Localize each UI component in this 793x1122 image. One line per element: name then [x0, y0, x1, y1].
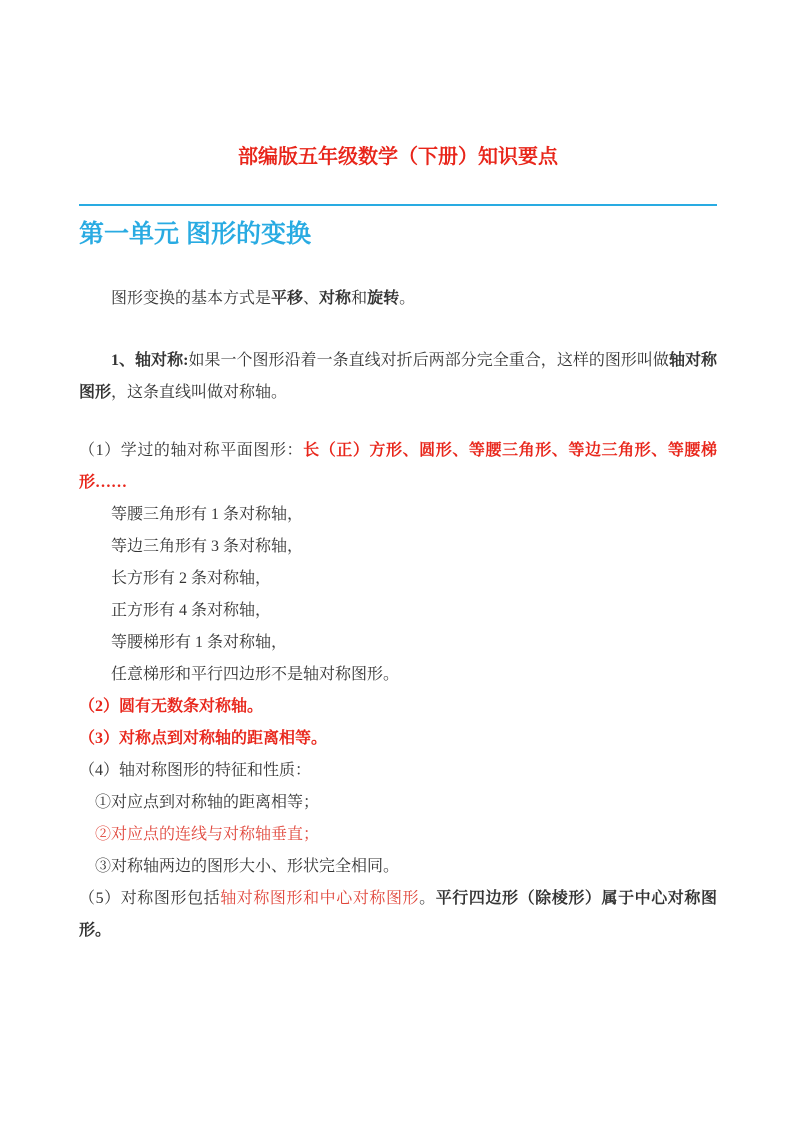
axis-count-line: 等边三角形有 3 条对称轴，	[111, 538, 304, 555]
axis-count-line: 正方形有 4 条对称轴，	[111, 602, 272, 619]
axis-count-line: 长方形有 2 条对称轴，	[111, 570, 272, 587]
axis-count-line: 等腰梯形有 1 条对称轴，	[111, 634, 288, 651]
paragraph-item-4: （4）轴对称图形的特征和性质：	[79, 762, 312, 779]
section-heading: 第一单元 图形的变换	[79, 220, 311, 248]
bold-term-translation: 平移	[271, 290, 304, 307]
bold-term-rotation: 旋转	[367, 290, 400, 307]
text-run: 。	[419, 890, 436, 907]
property-line-3: ③对称轴两边的图形大小、形状完全相同。	[95, 858, 400, 875]
paragraph-item-2: （2）圆有无数条对称轴。	[79, 698, 264, 715]
document-title: 部编版五年级数学（下册）知识要点	[238, 146, 558, 168]
paragraph-item-1	[79, 435, 717, 499]
axis-count-line: 等腰三角形有 1 条对称轴，	[111, 506, 304, 523]
item-5-lead: （5）对称图形包括	[79, 890, 221, 907]
item-1-label: （1）学过的轴对称平面图形：	[79, 442, 304, 459]
bold-term-symmetry: 对称	[319, 290, 352, 307]
axis-count-line: 任意梯形和平行四边形不是轴对称图形。	[111, 666, 400, 683]
paragraph-intro	[79, 283, 717, 315]
item-5-red-terms: 轴对称图形和中心对称图形	[220, 890, 420, 907]
section-divider-line	[79, 204, 717, 206]
paragraph-item-5	[79, 883, 717, 947]
text-run: 如果一个图形沿着一条直线对折后两部分完全重合，这样的图形叫做	[188, 352, 669, 369]
text-run: ，这条直线叫做对称轴。	[111, 384, 288, 401]
text-run: 和	[351, 290, 368, 307]
item-1-red-shape-list: 长（正）方形、圆形、等腰三角形、等边三角形、等腰梯形……	[79, 442, 717, 491]
item-5-bold-tail: 平行四边形（除棱形）属于中心对称图形。	[79, 890, 717, 939]
property-line-1: ①对应点到对称轴的距离相等；	[95, 794, 320, 811]
text-run: 、	[303, 290, 320, 307]
text-run: 。	[399, 290, 416, 307]
text-run: 图形变换的基本方式是	[111, 290, 272, 307]
document-body	[79, 283, 717, 947]
property-line-2: ②对应点的连线与对称轴垂直；	[95, 826, 320, 843]
bold-term-axis-symmetric-figure: 轴对称图形	[79, 352, 717, 401]
paragraph-item-3: （3）对称点到对称轴的距离相等。	[79, 730, 328, 747]
paragraph-axis-definition	[79, 345, 717, 409]
bold-lead-axis-symmetry: 1、轴对称:	[111, 352, 189, 369]
